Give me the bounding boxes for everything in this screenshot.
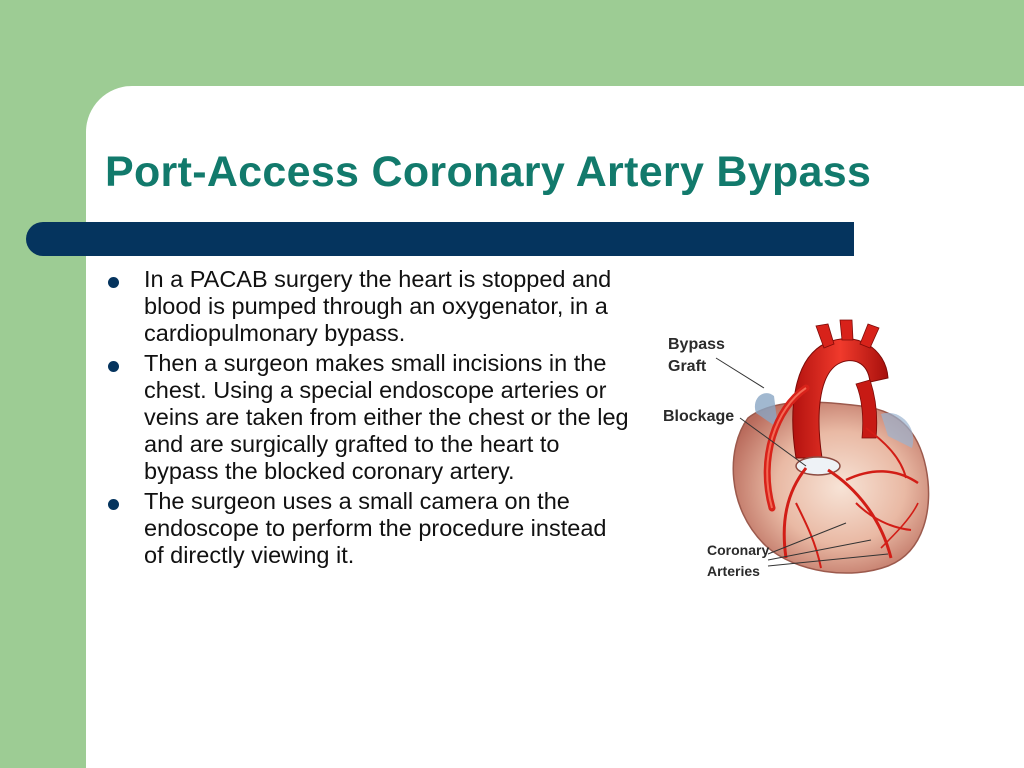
title-underline-bar [26, 222, 854, 256]
blockage-label: Blockage [663, 408, 735, 425]
slide-title: Port-Access Coronary Artery Bypass [105, 148, 872, 196]
bullet-dot-icon [108, 499, 119, 510]
bullet-text: Then a surgeon makes small incisions in the chest. Using a special endoscope arteries or veins are taken from either the chest or the leg and are surgically grafted to the heart to bypass the blocked coronary artery. [144, 350, 629, 484]
heart-bypass-diagram [656, 318, 956, 588]
bullet-list [105, 266, 630, 572]
bullet-dot-icon [108, 361, 119, 372]
bullet-text: The surgeon uses a small camera on the endoscope to perform the procedure instead of directly viewing it. [144, 488, 607, 568]
coronary-arteries-label: Coronary [707, 542, 770, 558]
coronary-arteries-label-line2: Arteries [707, 563, 760, 579]
bullet-item-1 [105, 266, 630, 347]
bullet-item-2 [105, 350, 630, 485]
bypass-graft-label: Bypass [668, 336, 725, 353]
bypass-graft-label-line2: Graft [668, 358, 707, 375]
bullet-text: In a PACAB surgery the heart is stopped and blood is pumped through an oxygenator, in a cardiopulmonary bypass. [144, 266, 612, 346]
bullet-dot-icon [108, 277, 119, 288]
bullet-item-3 [105, 488, 630, 569]
